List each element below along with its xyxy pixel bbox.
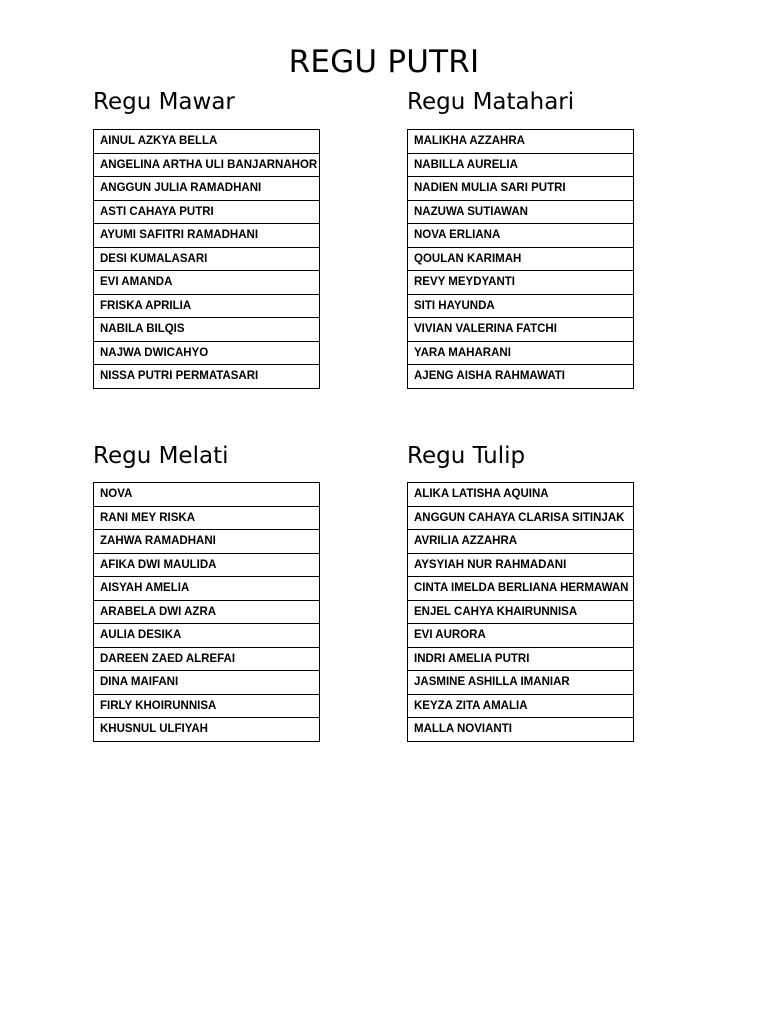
- group-title: Regu Melati: [93, 443, 229, 469]
- member-name: MALIKHA AZZAHRA: [408, 130, 634, 154]
- group-regu-tulip: [407, 442, 634, 742]
- group-title: Regu Tulip: [407, 443, 526, 469]
- member-row: [408, 600, 634, 624]
- member-name: RANI MEY RISKA: [94, 506, 320, 530]
- member-row: [94, 341, 320, 365]
- member-name: ANGGUN JULIA RAMADHANI: [94, 177, 320, 201]
- member-name: CINTA IMELDA BERLIANA HERMAWAN: [408, 577, 634, 601]
- member-name: EVI AURORA: [408, 624, 634, 648]
- member-name: FRISKA APRILIA: [94, 294, 320, 318]
- member-name: AULIA DESIKA: [94, 624, 320, 648]
- member-row: [94, 224, 320, 248]
- member-name: EVI AMANDA: [94, 271, 320, 295]
- member-row: [408, 271, 634, 295]
- member-row: [408, 647, 634, 671]
- member-name: NAZUWA SUTIAWAN: [408, 200, 634, 224]
- member-name: AJENG AISHA RAHMAWATI: [408, 365, 634, 389]
- member-name: DAREEN ZAED ALREFAI: [94, 647, 320, 671]
- member-name: ENJEL CAHYA KHAIRUNNISA: [408, 600, 634, 624]
- member-row: [94, 671, 320, 695]
- member-name: YARA MAHARANI: [408, 341, 634, 365]
- member-row: [94, 577, 320, 601]
- member-name: INDRI AMELIA PUTRI: [408, 647, 634, 671]
- member-row: [408, 694, 634, 718]
- member-name: NISSA PUTRI PERMATASARI: [94, 365, 320, 389]
- member-name: SITI HAYUNDA: [408, 294, 634, 318]
- member-name: DINA MAIFANI: [94, 671, 320, 695]
- member-name: NABILLA AURELIA: [408, 153, 634, 177]
- member-name: ASTI CAHAYA PUTRI: [94, 200, 320, 224]
- member-row: [94, 647, 320, 671]
- member-name: NOVA ERLIANA: [408, 224, 634, 248]
- member-row: [94, 365, 320, 389]
- member-row: [408, 294, 634, 318]
- group-title: Regu Mawar: [93, 89, 235, 115]
- member-name: ZAHWA RAMADHANI: [94, 530, 320, 554]
- member-row: [94, 483, 320, 507]
- member-name: AINUL AZKYA BELLA: [94, 130, 320, 154]
- member-row: [408, 365, 634, 389]
- member-row: [408, 247, 634, 271]
- member-row: [94, 177, 320, 201]
- member-table: [407, 482, 634, 742]
- member-row: [408, 624, 634, 648]
- member-row: [408, 224, 634, 248]
- member-name: FIRLY KHOIRUNNISA: [94, 694, 320, 718]
- member-row: [94, 200, 320, 224]
- member-row: [94, 294, 320, 318]
- member-row: [408, 341, 634, 365]
- member-row: [94, 130, 320, 154]
- member-row: [94, 247, 320, 271]
- member-name: AISYAH AMELIA: [94, 577, 320, 601]
- member-table: [93, 129, 320, 389]
- member-name: NABILA BILQIS: [94, 318, 320, 342]
- group-title: Regu Matahari: [407, 89, 575, 115]
- member-row: [408, 577, 634, 601]
- member-name: KHUSNUL ULFIYAH: [94, 718, 320, 742]
- member-name: AYUMI SAFITRI RAMADHANI: [94, 224, 320, 248]
- member-row: [408, 718, 634, 742]
- member-name: ANGGUN CAHAYA CLARISA SITINJAK: [408, 506, 634, 530]
- member-row: [408, 553, 634, 577]
- member-row: [408, 130, 634, 154]
- member-row: [408, 530, 634, 554]
- member-table: [407, 129, 634, 389]
- member-row: [94, 718, 320, 742]
- member-row: [408, 318, 634, 342]
- member-name: JASMINE ASHILLA IMANIAR: [408, 671, 634, 695]
- member-name: VIVIAN VALERINA FATCHI: [408, 318, 634, 342]
- page-title: REGU PUTRI: [288, 44, 480, 80]
- member-row: [94, 153, 320, 177]
- member-row: [408, 153, 634, 177]
- member-name: REVY MEYDYANTI: [408, 271, 634, 295]
- member-row: [408, 200, 634, 224]
- member-name: AFIKA DWI MAULIDA: [94, 553, 320, 577]
- member-name: AVRILIA AZZAHRA: [408, 530, 634, 554]
- member-row: [408, 177, 634, 201]
- member-row: [94, 624, 320, 648]
- member-name: AYSYIAH NUR RAHMADANI: [408, 553, 634, 577]
- member-name: DESI KUMALASARI: [94, 247, 320, 271]
- member-row: [94, 553, 320, 577]
- group-regu-matahari: [407, 88, 634, 389]
- member-row: [94, 506, 320, 530]
- member-name: ANGELINA ARTHA ULI BANJARNAHOR: [94, 153, 320, 177]
- member-name: ARABELA DWI AZRA: [94, 600, 320, 624]
- member-name: MALLA NOVIANTI: [408, 718, 634, 742]
- member-table: [93, 482, 320, 742]
- member-row: [94, 271, 320, 295]
- group-regu-melati: [93, 442, 320, 742]
- member-row: [94, 600, 320, 624]
- group-regu-mawar: [93, 88, 320, 389]
- member-row: [94, 694, 320, 718]
- member-name: ALIKA LATISHA AQUINA: [408, 483, 634, 507]
- member-row: [94, 318, 320, 342]
- member-row: [408, 483, 634, 507]
- member-row: [408, 506, 634, 530]
- member-row: [94, 530, 320, 554]
- member-name: NOVA: [94, 483, 320, 507]
- member-name: NADIEN MULIA SARI PUTRI: [408, 177, 634, 201]
- member-name: QOULAN KARIMAH: [408, 247, 634, 271]
- member-name: NAJWA DWICAHYO: [94, 341, 320, 365]
- member-name: KEYZA ZITA AMALIA: [408, 694, 634, 718]
- member-row: [408, 671, 634, 695]
